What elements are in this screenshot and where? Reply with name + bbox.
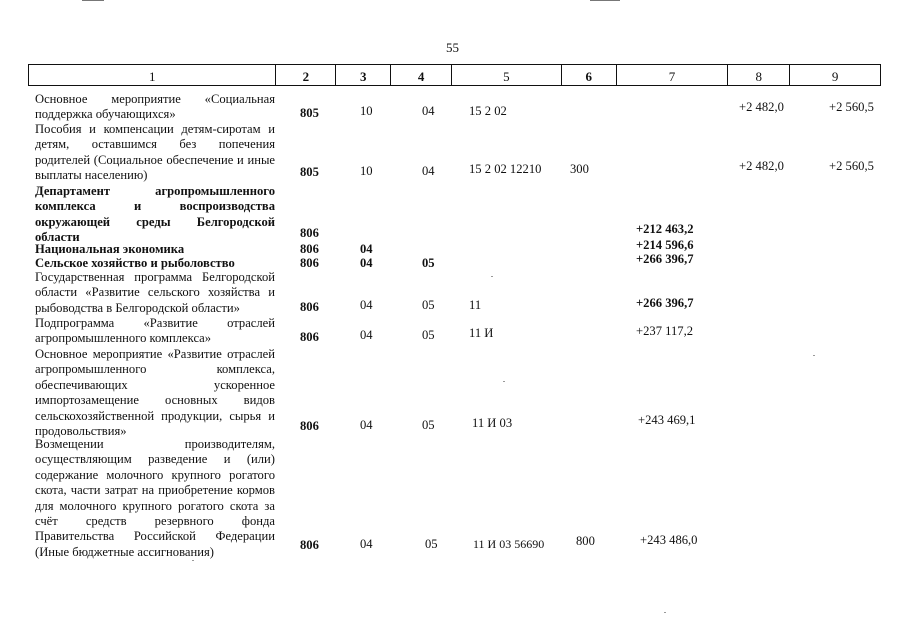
row-expense-type: 800 [576,534,595,548]
row-amount-col7: +237 117,2 [636,324,694,338]
row-amount-col9: +2 560,5 [829,159,874,173]
row-subsection-code: 04 [422,104,435,118]
row-target-code: 11 И 03 56690 [473,537,545,551]
row-target-code: 15 2 02 12210 [469,162,542,176]
row-chapter-code: 806 [300,256,319,270]
row-amount-col7: +243 486,0 [640,533,698,547]
row-amount-col7: +243 469,1 [638,413,696,427]
column-header-8: 8 [728,65,790,85]
row-name: Основное мероприятие «Социальная поддержка обучающихся» [35,92,275,122]
row-amount-col9: +2 560,5 [829,100,874,114]
column-header-7: 7 [617,65,729,85]
row-subsection-code: 05 [422,298,435,312]
table-row [0,437,905,557]
row-amount-col8: +2 482,0 [739,159,784,173]
row-amount-col7: +214 596,6 [636,238,694,252]
row-target-code: 11 И [469,326,494,340]
row-subsection-code: 05 [425,537,438,551]
table-row [0,316,905,348]
scan-speck [491,276,493,277]
row-target-code: 15 2 02 [469,104,507,118]
table-row [0,270,905,318]
row-subsection-code: 04 [422,164,435,178]
row-expense-type: 300 [570,162,589,176]
row-chapter-code: 805 [300,106,319,120]
column-header-3: 3 [336,65,391,85]
row-chapter-code: 806 [300,242,319,256]
scan-speck [503,381,505,382]
scan-speck [664,612,666,613]
row-chapter-code: 806 [300,330,319,344]
column-header-row [28,64,881,86]
row-section-code: 04 [360,298,373,312]
row-chapter-code: 805 [300,165,319,179]
row-name: Департамент агропромышленного комплекса и воспроизводства окружающей среды Белгородской области [35,184,275,245]
row-target-code: 11 [469,298,482,312]
row-name: Основное мероприятие «Развитие отраслей агропромышленного комплекса, обеспечивающих ускоренное импортозамещение основных видов сельскохозяйственной продукции, сырья и продовольствия» [35,347,275,439]
row-target-code: 11 И 03 [472,416,513,430]
row-name: Подпрограмма «Развитие отраслей агропромышленного комплекса» [35,316,275,346]
row-subsection-code: 05 [422,418,435,432]
row-amount-col7: +266 396,7 [636,296,694,310]
row-name: Возмещении производителям, осуществляющим разведение и (или) содержание молочного крупного рогатого скота, части затрат на приобретение кормов для молочного крупного рогатого скота за счёт средств резервного фонда Правительства Российской Федерации (Иные бюджетные ассигнования) [35,437,275,559]
row-section-code: 10 [360,104,373,118]
row-section-code: 04 [360,537,373,551]
top-edge-mark-left [82,0,104,1]
scan-speck [813,355,815,356]
row-section-code: 04 [360,242,373,256]
page-number: 55 [446,40,459,55]
column-header-4: 4 [391,65,452,85]
scan-speck [192,560,194,561]
column-header-5: 5 [452,65,562,85]
column-header-1: 1 [29,65,276,85]
row-section-code: 04 [360,418,373,432]
table-row [0,122,905,186]
row-name: Национальная экономика [35,242,185,256]
column-header-9: 9 [831,69,839,84]
table-row [0,347,905,437]
row-subsection-code: 05 [422,328,435,342]
row-name: Сельское хозяйство и рыболовство [35,256,235,270]
row-chapter-code: 806 [300,538,319,552]
column-header-6: 6 [562,65,617,85]
row-chapter-code: 806 [300,419,319,433]
row-subsection-code: 05 [422,256,435,270]
column-header-2: 2 [276,65,336,85]
row-amount-col8: +2 482,0 [739,100,784,114]
row-chapter-code: 806 [300,300,319,314]
row-name: Пособия и компенсации детям-сиротам и детям, оставшимся без попечения родителей (Социальное обеспечение и иные выплаты населению) [35,122,275,183]
row-section-code: 10 [360,164,373,178]
row-amount-col7: +266 396,7 [636,252,694,266]
row-name: Государственная программа Белгородской области «Развитие сельского хозяйства и рыбоводства в Белгородской области» [35,270,275,315]
top-edge-mark-right [590,0,620,1]
row-chapter-code: 806 [300,226,319,240]
row-section-code: 04 [360,256,373,270]
table-row [0,92,905,124]
row-amount-col7: +212 463,2 [636,222,694,236]
row-section-code: 04 [360,328,373,342]
